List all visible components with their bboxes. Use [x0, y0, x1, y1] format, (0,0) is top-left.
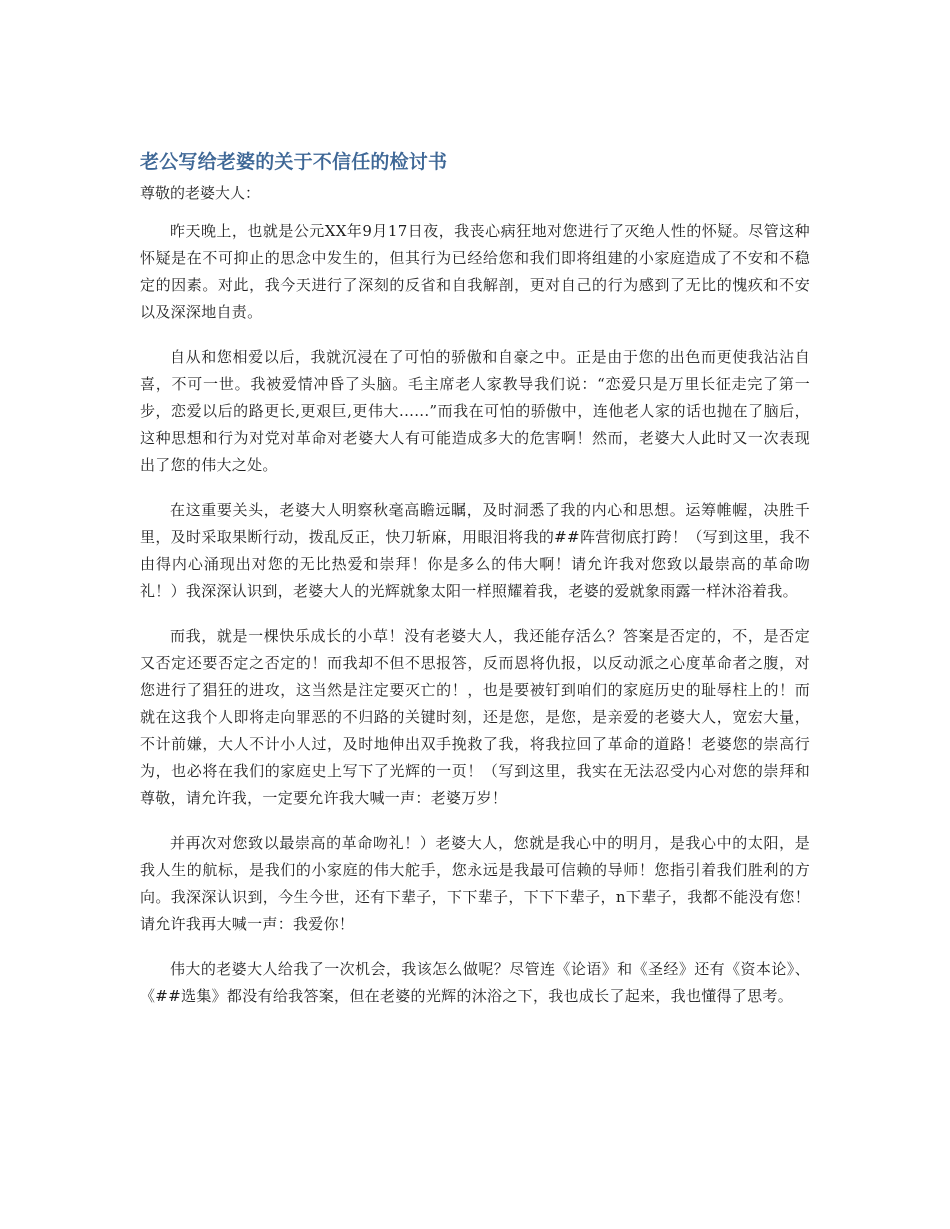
salutation: 尊敬的老婆大人： [140, 184, 261, 202]
paragraph: 在这重要关头，老婆大人明察秋毫高瞻远瞩，及时洞悉了我的内心和思想。运筹帷幄，决胜千里，及时采取果断行动，拨乱反正，快刀斩麻，用眼泪将我的##阵营彻底打跨！（写到这里，我不由得内心涌现出对您的无比热爱和崇拜！你是多么的伟大啊！请允许我对您致以最崇高的革命吻礼！）我深深认识到，老婆大人的光辉就象太阳一样照耀着我，老婆的爱就象雨露一样沐浴着我。 [140, 501, 810, 600]
paragraph: 昨天晚上，也就是公元XX年9月17日夜，我丧心病狂地对您进行了灭绝人性的怀疑。尽管这种怀疑是在不可抑止的思念中发生的，但其行为已经给您和我们即将组建的小家庭造成了不安和不稳定的因素。对此，我今天进行了深刻的反省和自我解剖，更对自己的行为感到了无比的愧疚和不安以及深深地自责。 [140, 222, 810, 321]
paragraph: 自从和您相爱以后，我就沉浸在了可怕的骄傲和自豪之中。正是由于您的出色而更使我沾沾自喜，不可一世。我被爱情冲昏了头脑。毛主席老人家教导我们说：“恋爱只是万里长征走完了第一步，恋爱以后的路更长,更艰巨,更伟大......”而我在可怕的骄傲中，连他老人家的话也抛在了脑后，这种思想和行为对党对革命对老婆大人有可能造成多大的危害啊！然而，老婆大人此时又一次表现出了您的伟大之处。 [140, 348, 810, 474]
paragraph: 并再次对您致以最崇高的革命吻礼！）老婆大人，您就是我心中的明月，是我心中的太阳，是我人生的航标，是我们的小家庭的伟大舵手，您永远是我最可信赖的导师！您指引着我们胜利的方向。我深深认识到，今生今世，还有下辈子，下下辈子，下下下辈子，n下辈子，我都不能没有您！请允许我再大喊一声：我爱你！ [140, 834, 810, 933]
document-page [140, 148, 810, 1028]
paragraph: 而我，就是一棵快乐成长的小草！没有老婆大人，我还能存活么？答案是否定的，不，是否定又否定还要否定之否定的！而我却不但不思报答，反而恩将仇报，以反动派之心度革命者之腹，对您进行了猖狂的进攻，这当然是注定要灭亡的！，也是要被钉到咱们的家庭历史的耻辱柱上的！而就在这我个人即将走向罪恶的不归路的关键时刻，还是您，是您，是亲爱的老婆大人，宽宏大量，不计前嫌，大人不计小人过，及时地伸出双手挽救了我，将我拉回了革命的道路！老婆您的崇高行为，也必将在我们的家庭史上写下了光辉的一页！（写到这里，我实在无法忍受内心对您的崇拜和尊敬，请允许我，一定要允许我大喊一声：老婆万岁！ [140, 627, 810, 807]
paragraph: 伟大的老婆大人给我了一次机会，我该怎么做呢？尽管连《论语》和《圣经》还有《资本论》、《##选集》都没有给我答案，但在老婆的光辉的沐浴之下，我也成长了起来，我也懂得了思考。 [140, 960, 810, 1005]
document-title: 老公写给老婆的关于不信任的检讨书 [140, 151, 448, 173]
